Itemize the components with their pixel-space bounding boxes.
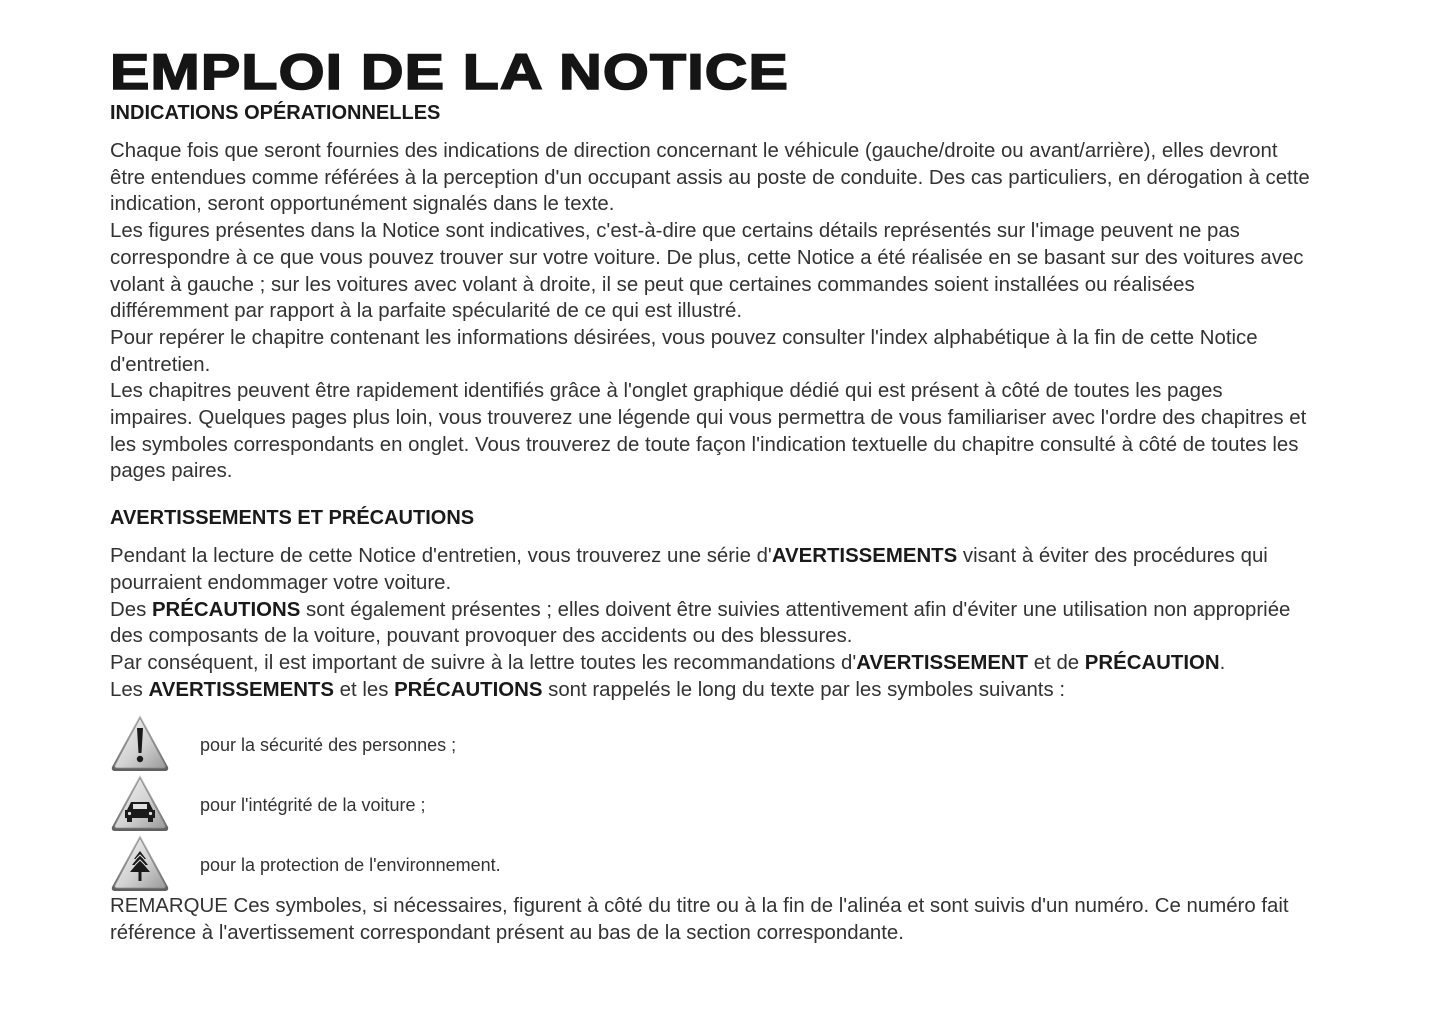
symbol-row-personnes [110,713,1310,773]
symbols-legend [110,713,1310,893]
symbol-label: pour la protection de l'environnement. [200,854,501,875]
page-title: EMPLOI DE LA NOTICE [110,44,790,100]
bold-term: PRÉCAUTION [1084,651,1220,674]
paragraph: Pour repérer le chapitre contenant les informations désirées, vous pouvez consulter l'index alphabétique à la fin de cette Notice d'entretien. [110,326,1258,376]
symbol-row-voiture [110,773,1310,833]
tree-warning-icon [110,833,170,893]
section-avertissements-body [110,543,1310,703]
bold-term: AVERTISSEMENTS [771,545,958,568]
paragraph: Pendant la lecture de cette Notice d'entretien, vous trouverez une série d'AVERTISSEMENTS visant à éviter des procédures qui pourraient endommager votre voiture. [110,545,1268,594]
paragraph: Chaque fois que seront fournies des indications de direction concernant le véhicule (gauche/droite ou avant/arrière), elles devront être entendues comme référées à la perception d'un occupant assis au poste de conduite. Des cas particuliers, en dérogation à cette indication, seront opportunément signalés dans le texte. [110,140,1310,216]
section-heading-indications: INDICATIONS OPÉRATIONNELLES [110,102,441,124]
symbol-row-environnement [110,833,1310,893]
symbol-label: pour la sécurité des personnes ; [200,734,457,755]
remark-paragraph: REMARQUE Ces symboles, si nécessaires, figurent à côté du titre ou à la fin de l'alinéa et sont suivis d'un numéro. Ce numéro fait référence à l'avertissement correspondant présent au bas de la section correspondante. [110,895,1289,945]
section-heading-avertissements: AVERTISSEMENTS ET PRÉCAUTIONS [110,507,475,530]
paragraph: Par conséquent, il est important de suivre à la lettre toutes les recommandations d'AVERTISSEMENT et de PRÉCAUTION. [110,651,1226,674]
bold-term: PRÉCAUTIONS [394,678,543,701]
section-indications-body [110,138,1310,485]
bold-term: AVERTISSEMENT [856,651,1029,674]
bold-term: PRÉCAUTIONS [151,598,301,621]
paragraph: Les AVERTISSEMENTS et les PRÉCAUTIONS sont rappelés le long du texte par les symboles suivants : [110,678,1065,701]
bold-term: AVERTISSEMENTS [148,678,334,701]
page [110,44,1310,967]
paragraph: Les figures présentes dans la Notice sont indicatives, c'est-à-dire que certains détails représentés sur l'image peuvent ne pas correspondre à ce que vous pouvez trouver sur votre voiture. De plus, cette Notice a été réalisée en se basant sur des voitures avec volant à gauche ; sur les voitures avec volant à droite, il se peut que certaines commandes soient installées ou réalisées différemment par rapport à la parfaite spécularité de ce qui est illustré. [110,220,1304,323]
warning-exclamation-icon [110,713,170,773]
paragraph: Des PRÉCAUTIONS sont également présentes ; elles doivent être suivies attentivement afin d'éviter une utilisation non appropriée des composants de la voiture, pouvant provoquer des accidents ou des blessures. [110,598,1291,648]
paragraph: Les chapitres peuvent être rapidement identifiés grâce à l'onglet graphique dédié qui est présent à côté de toutes les pages impaires. Quelques pages plus loin, vous trouverez une légende qui vous permettra de vous familiariser avec l'ordre des chapitres et les symboles correspondants en onglet. Vous trouverez de toute façon l'indication textuelle du chapitre consulté à côté de toutes les pages paires. [110,380,1307,483]
car-warning-icon [110,773,170,833]
symbol-label: pour l'intégrité de la voiture ; [200,794,426,815]
